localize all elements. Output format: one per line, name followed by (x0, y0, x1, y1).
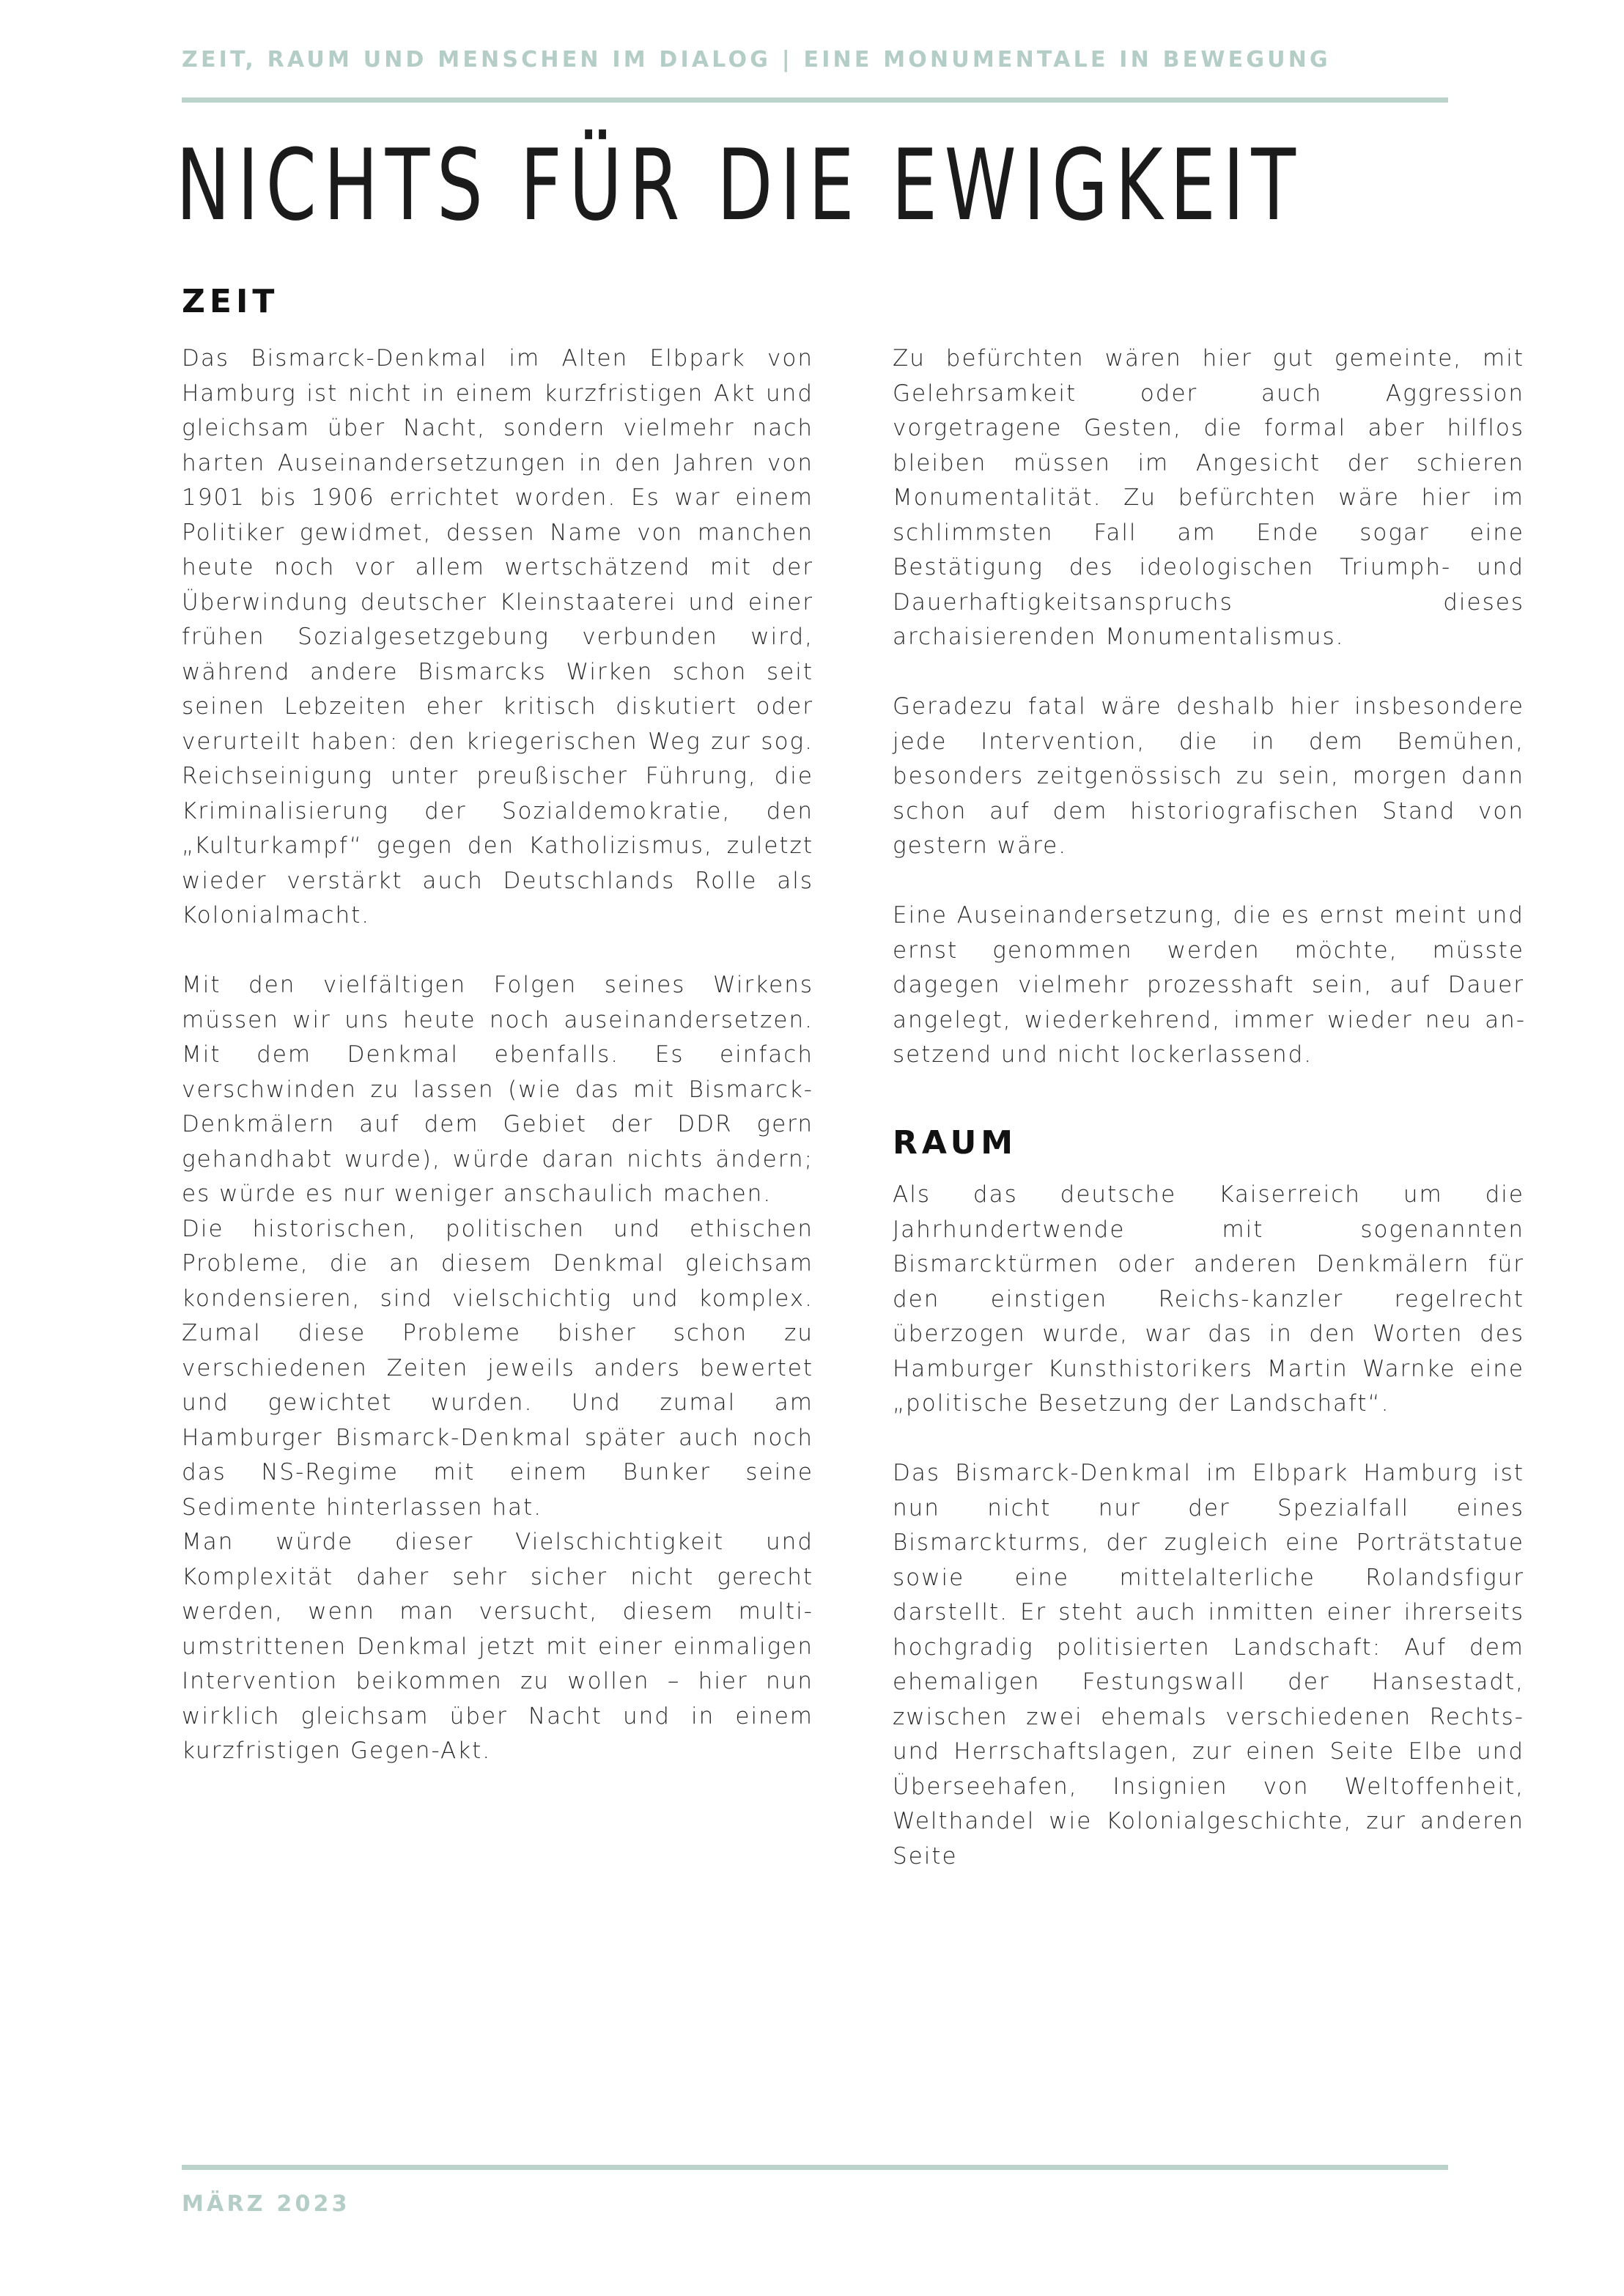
paragraph: Das Bismarck-Denkmal im Alten Elbpark von Hamburg ist nicht in einem kurzfristigen Akt und gleichsam über Nacht, sondern vielmehr nach harten Auseinandersetzungen in den Jahren von 1901 bis 1906 errichtet worden. Es war einem Politiker gewidmet, dessen Name von manchen heute noch vor allem wertschätzend mit der Überwindung deutscher Kleinstaaterei und einer frühen Sozialgesetzgebung verbunden wird, während andere Bismarcks Wirken schon seit seinen Lebzeiten eher kritisch diskutiert oder verurteilt haben: den kriegerischen Weg zur sog. Reichseinigung unter preußischer Führung, die Kriminalisierung der Sozialdemokratie, den „Kulturkampf“ gegen den Katholizismus, zuletzt wieder verstärkt auch Deutschlands Rolle als Kolonialmacht. (182, 345, 813, 929)
paragraph: Die historischen, politischen und ethischen Probleme, die an diesem Denkmal gleichsam kondensieren, sind vielschichtig und komplex. Zumal diese Probleme bisher schon zu verschiedenen Zeiten jeweils anders bewertet und gewichtet wurden. Und zumal am Hamburger Bismarck-Denkmal später auch noch das NS-Regime mit einem Bunker seine Sedimente hinterlassen hat. (182, 1215, 813, 1521)
paragraph: Zu befürchten wären hier gut gemeinte, mit Gelehrsamkeit oder auch Aggression vorgetragene Gesten, die formal aber hilflos bleiben müssen im Angesicht der schieren Monumentalität. Zu befürchten wäre hier im schlimmsten Fall am Ende sogar eine Bestätigung des ideologischen Triumph- und Dauerhaftigkeitsanspruchs dieses archaisierenden Monumentalismus. (893, 345, 1524, 650)
footer-divider (182, 2165, 1448, 2170)
column-right-top (893, 342, 1524, 1073)
column-left (182, 342, 813, 1769)
header-kicker: ZEIT, RAUM UND MENSCHEN IM DIALOG | EINE MONUMENTALE IN BEWEGUNG (182, 47, 1331, 73)
paragraph: Eine Auseinandersetzung, die es ernst meint und ernst genommen werden möchte, müsste dagegen vielmehr prozesshaft sein, auf Dauer angelegt, wiederkehrend, immer wieder neu ansetzend und nicht lockerlassend. (893, 902, 1524, 1068)
section-heading-zeit: ZEIT (182, 283, 279, 320)
paragraph: Man würde dieser Vielschichtigkeit und Komplexität daher sehr sicher nicht gerecht werden, wenn man versucht, diesem multi-umstrittenen Denkmal jetzt mit einer einmaligen Intervention beikommen zu wollen – hier nun wirklich gleichsam über Nacht und in einem kurzfristigen Gegen-Akt. (182, 1529, 813, 1764)
column-right-bottom (893, 1178, 1524, 1874)
paragraph: Das Bismarck-Denkmal im Elbpark Hamburg ist nun nicht nur der Spezialfall eines Bismarckturms, der zugleich eine Porträtstatue sowie eine mittelalterliche Rolandsfigur darstellt. Er steht auch inmitten einer ihrerseits hochgradig politisierten Landschaft: Auf dem ehemaligen Festungswall der Hansestadt, zwischen zwei ehemals verschiedenen Rechts- und Herrschaftslagen, zur einen Seite Elbe und Überseehafen, Insignien von Weltoffenheit, Welthandel wie Kolonialgeschichte, zur anderen Seite (893, 1460, 1524, 1869)
paragraph: Als das deutsche Kaiserreich um die Jahrhundertwende mit sogenannten Bismarcktürmen oder anderen Denkmälern für den einstigen Reichs-kanzler regelrecht überzogen wurde, war das in den Worten des Hamburger Kunsthistorikers Martin Warnke eine „politische Besetzung der Landschaft“. (893, 1181, 1524, 1417)
paragraph: Mit den vielfältigen Folgen seines Wirkens müssen wir uns heute noch auseinandersetzen. Mit dem Denkmal ebenfalls. Es einfach verschwinden zu lassen (wie das mit Bismarck-Denkmälern auf dem Gebiet der DDR gern gehandhabt wurde), würde daran nichts ändern; es würde es nur weniger anschaulich machen. (182, 972, 813, 1207)
paragraph: Geradezu fatal wäre deshalb hier insbesondere jede Intervention, die in dem Bemühen, besonders zeitgenössisch zu sein, morgen dann schon auf dem historiografischen Stand von gestern wäre. (893, 693, 1524, 859)
page-title: NICHTS FÜR DIE EWIGKEIT (176, 128, 1303, 243)
footer-date: MÄRZ 2023 (182, 2191, 350, 2217)
section-heading-raum: RAUM (893, 1124, 1018, 1162)
header-divider (182, 97, 1448, 103)
